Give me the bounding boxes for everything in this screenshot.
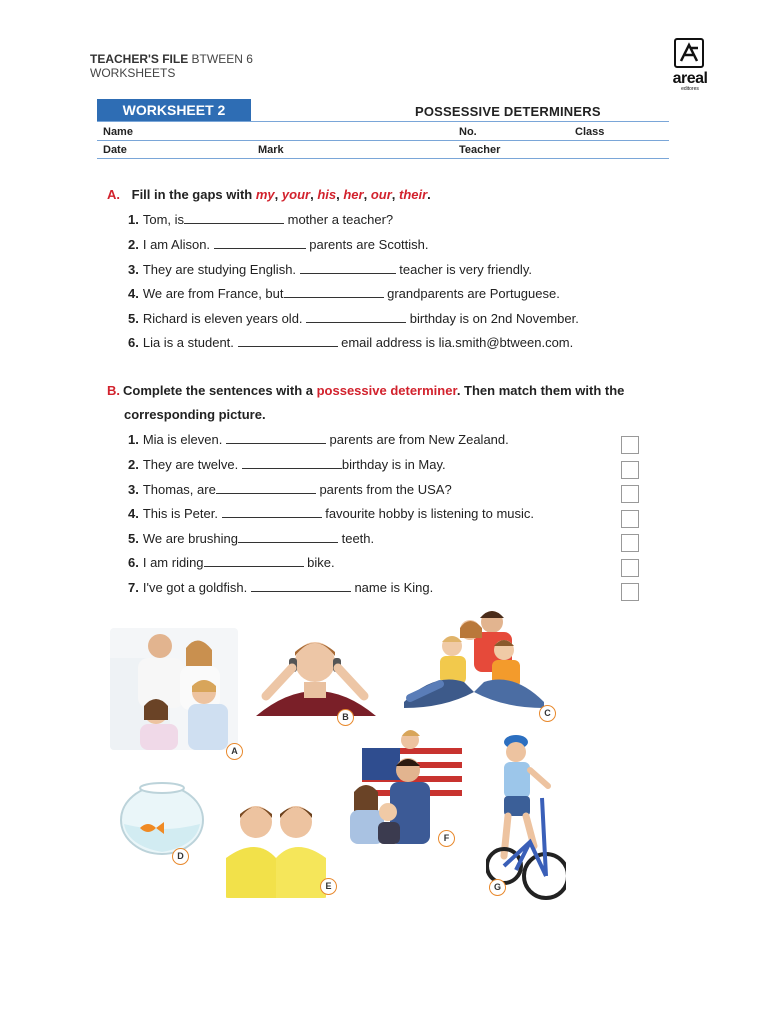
- exercise-item: [128, 335, 573, 351]
- item-text-after: parents are Scottish.: [305, 237, 429, 252]
- word-option: their: [399, 187, 428, 202]
- name-field: Name: [103, 126, 133, 138]
- header-title: TEACHER'S FILE: [90, 52, 189, 66]
- item-text-before: Richard is eleven years old.: [142, 311, 307, 326]
- exercise-item: [128, 432, 509, 448]
- answer-blank[interactable]: [238, 336, 338, 347]
- section-a-heading: A. Fill in the gaps with my, your, his, her, our, their.: [107, 187, 431, 202]
- divider: [97, 121, 669, 122]
- answer-blank[interactable]: [238, 532, 338, 543]
- picture-family-flag: [344, 726, 464, 844]
- exercise-item: [128, 531, 374, 547]
- item-text-after: teeth.: [338, 531, 375, 546]
- item-number: 3.: [128, 262, 139, 277]
- item-number: 6.: [128, 335, 139, 350]
- item-number: 5.: [128, 531, 139, 546]
- picture-label: B: [337, 709, 354, 726]
- answer-blank[interactable]: [284, 287, 384, 298]
- exercise-item: [128, 262, 532, 278]
- item-text-before: Thomas, are: [142, 482, 216, 497]
- answer-blank[interactable]: [226, 433, 326, 444]
- section-letter: A.: [107, 187, 120, 202]
- item-number: 2.: [128, 457, 139, 472]
- class-field: Class: [575, 126, 605, 138]
- answer-box[interactable]: [621, 485, 639, 503]
- picture-label: G: [489, 879, 506, 896]
- item-text-before: I am riding: [142, 555, 204, 570]
- exercise-item: [128, 311, 579, 327]
- section-b-instruction-end: . Then match them with the: [456, 383, 625, 398]
- item-number: 1.: [128, 212, 139, 227]
- answer-blank[interactable]: [222, 507, 322, 518]
- item-number: 5.: [128, 311, 139, 326]
- item-text-after: birthday is on 2nd November.: [406, 311, 579, 326]
- item-text-before: They are twelve.: [142, 457, 242, 472]
- answer-blank[interactable]: [242, 458, 342, 469]
- answer-box[interactable]: [621, 534, 639, 552]
- exercise-item: [128, 482, 452, 498]
- document-header: [90, 52, 253, 80]
- answer-blank[interactable]: [306, 312, 406, 323]
- answer-box[interactable]: [621, 510, 639, 528]
- item-text-after: bike.: [303, 555, 335, 570]
- logo-mark-icon: [674, 38, 704, 68]
- logo-word: areal: [672, 70, 708, 87]
- item-number: 4.: [128, 286, 139, 301]
- section-b-heading-line2: corresponding picture.: [124, 407, 266, 422]
- picture-family-sitting: [394, 606, 556, 714]
- answer-box[interactable]: [621, 559, 639, 577]
- exercise-item: [128, 580, 433, 596]
- word-option: my: [255, 187, 275, 202]
- answer-blank[interactable]: [251, 581, 351, 592]
- item-text-after: name is King.: [350, 580, 434, 595]
- divider: [97, 158, 669, 159]
- item-number: 1.: [128, 432, 139, 447]
- answer-box[interactable]: [621, 461, 639, 479]
- item-text-before: We are brushing: [142, 531, 238, 546]
- section-b-instruction: Complete the sentences with a: [123, 383, 317, 398]
- item-text-after: parents from the USA?: [315, 482, 452, 497]
- item-number: 2.: [128, 237, 139, 252]
- picture-label: E: [320, 878, 337, 895]
- item-number: 4.: [128, 506, 139, 521]
- date-field: Date: [103, 144, 127, 156]
- item-text-before: This is Peter.: [142, 506, 222, 521]
- word-option: her: [343, 187, 364, 202]
- section-letter: B.: [107, 383, 120, 398]
- picture-label: F: [438, 830, 455, 847]
- answer-box[interactable]: [621, 436, 639, 454]
- item-number: 3.: [128, 482, 139, 497]
- item-number: 6.: [128, 555, 139, 570]
- item-text-before: I've got a goldfish.: [142, 580, 251, 595]
- picture-label: A: [226, 743, 243, 760]
- item-text-before: Lia is a student.: [142, 335, 238, 350]
- word-option: our: [370, 187, 392, 202]
- word-option: your: [281, 187, 311, 202]
- divider: [97, 140, 669, 141]
- teacher-field: Teacher: [459, 144, 501, 156]
- logo-sub: editores: [681, 86, 699, 92]
- item-text-before: Mia is eleven.: [142, 432, 226, 447]
- item-text-after: mother a teacher?: [284, 212, 394, 227]
- exercise-item: [128, 506, 534, 522]
- answer-blank[interactable]: [216, 483, 316, 494]
- section-b-keyword: possessive determiner: [316, 383, 457, 398]
- section-a-instruction: Fill in the gaps with: [131, 187, 253, 202]
- answer-box[interactable]: [621, 583, 639, 601]
- exercise-item: [128, 555, 335, 571]
- picture-goldfish-bowl: [118, 776, 206, 856]
- item-text-after: teacher is very friendly.: [395, 262, 532, 277]
- item-text-before: They are studying English.: [142, 262, 300, 277]
- worksheet-badge: WORKSHEET 2: [97, 99, 251, 121]
- item-text-after: favourite hobby is listening to music.: [321, 506, 535, 521]
- picture-family-brushing: [110, 628, 238, 750]
- header-book: BTWEEN 6: [191, 52, 253, 66]
- picture-boy-headphones: [246, 632, 384, 716]
- picture-label: C: [539, 705, 556, 722]
- answer-blank[interactable]: [300, 263, 396, 274]
- section-b-heading: [107, 379, 624, 403]
- item-text-after: birthday is in May.: [341, 457, 446, 472]
- answer-blank[interactable]: [184, 213, 284, 224]
- answer-blank[interactable]: [214, 238, 306, 249]
- publisher-logo: [660, 38, 720, 92]
- header-subtitle: WORKSHEETS: [90, 66, 176, 80]
- mark-field: Mark: [258, 144, 284, 156]
- item-text-after: email address is lia.smith@btween.com.: [337, 335, 574, 350]
- item-number: 7.: [128, 580, 139, 595]
- item-text-after: grandparents are Portuguese.: [383, 286, 560, 301]
- exercise-item: [128, 237, 429, 253]
- item-text-before: We are from France, but: [142, 286, 284, 301]
- item-text-after: parents are from New Zealand.: [325, 432, 509, 447]
- picture-label: D: [172, 848, 189, 865]
- item-text-before: I am Alison.: [142, 237, 214, 252]
- exercise-item: [128, 457, 446, 473]
- item-text-before: Tom, is: [142, 212, 185, 227]
- number-field: No.: [459, 126, 477, 138]
- exercise-item: [128, 286, 560, 302]
- word-option: his: [317, 187, 337, 202]
- answer-blank[interactable]: [204, 556, 304, 567]
- exercise-item: [128, 212, 393, 228]
- picture-twin-boys: [224, 800, 328, 898]
- worksheet-title: POSSESSIVE DETERMINERS: [415, 104, 601, 119]
